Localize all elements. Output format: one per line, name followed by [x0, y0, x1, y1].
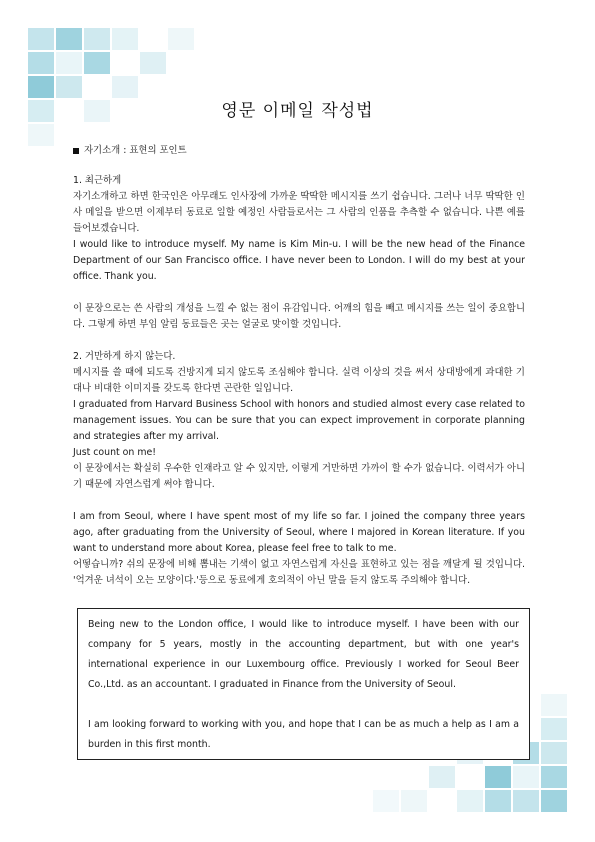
- bad-example-english: I graduated from Harvard Business School with honors and studied almost every case related to management issues. You can be sure that you can expect improvement in corporate planning and strategies after my arrival.: [73, 399, 525, 442]
- bad-example-english: I would like to introduce myself. My name is Kim Min-u. I will be the new head of the Finance Department of our San Francisco office. I have never been to London. I will do my best at your office. Thank you.: [73, 239, 525, 282]
- page-title: 영문 이메일 작성법: [221, 101, 374, 121]
- square-bullet-icon: [73, 148, 79, 154]
- paragraph: 자기소개하고 하면 한국인은 아무래도 인사장에 가까운 딱딱한 메시지를 쓰기 쉽습니다. 그러나 너무 딱딱한 인사 메일을 받으면 이제부터 동료로 일할 예정인 사람들로서는 그 사람의 인품을 추측할 수 없습니다. 나쁜 예를 들어보겠습니다.: [73, 191, 525, 234]
- example-email-paragraph: I am looking forward to working with you, and hope that I can be as much a help as I am a burden in this first month.: [88, 719, 519, 750]
- paragraph: 어떻습니까? 쉬의 문장에 비해 뽐내는 기색이 없고 자연스럽게 자신을 표현하고 있는 점을 깨달게 될 것입니다. '억겨운 녀석이 오는 모양이다.'등으로 동료에게 호의적이 아닌 말을 듣지 않도록 주의해야 합니다.: [73, 559, 525, 586]
- good-example-english: I am from Seoul, where I have spent most of my life so far. I joined the company three years ago, after graduating from the University of Seoul, where I majored in Korean literature. If you want to understand more about Korea, please feel free to talk to me.: [73, 511, 525, 554]
- point-1-heading: 1. 최근하게: [73, 175, 122, 186]
- example-email-box: [77, 608, 530, 760]
- section-heading-text: 자기소개 : 표현의 포인트: [84, 145, 187, 156]
- section-heading: [73, 143, 525, 159]
- paragraph: 메시지를 쓸 때에 되도록 건방지게 되지 않도록 조심해야 합니다. 실력 이상의 것을 써서 상대방에게 과대한 기대나 비대한 이미지를 갖도록 한다면 곤란한 일입니다.: [73, 367, 525, 394]
- document-body: [73, 143, 525, 589]
- example-email-paragraph: Being new to the London office, I would like to introduce myself. I have been with our company for 5 years, mostly in the accounting department, but with one year's international experience in our Luxembourg office. Previously I worked for Seoul Beer Co.,Ltd. as an accountant. I graduated in Finance from the University of Seoul.: [88, 619, 519, 690]
- bad-example-english: Just count on me!: [73, 447, 156, 458]
- paragraph: 이 문장에서는 확실히 우수한 인재라고 알 수 있지만, 이렇게 거만하면 가까이 할 수가 없습니다. 이력서가 아니기 때문에 자연스럽게 써야 합니다.: [73, 463, 525, 490]
- point-2-heading: 2. 거만하게 하지 않는다.: [73, 351, 176, 362]
- paragraph: 이 문장으로는 쓴 사람의 개성을 느낄 수 없는 점이 유감입니다. 어깨의 힘을 빼고 메시지를 쓰는 일이 중요합니다. 그렇게 하면 부임 알림 동료들은 곳는 얼굴로 맞이할 것입니다.: [73, 303, 525, 330]
